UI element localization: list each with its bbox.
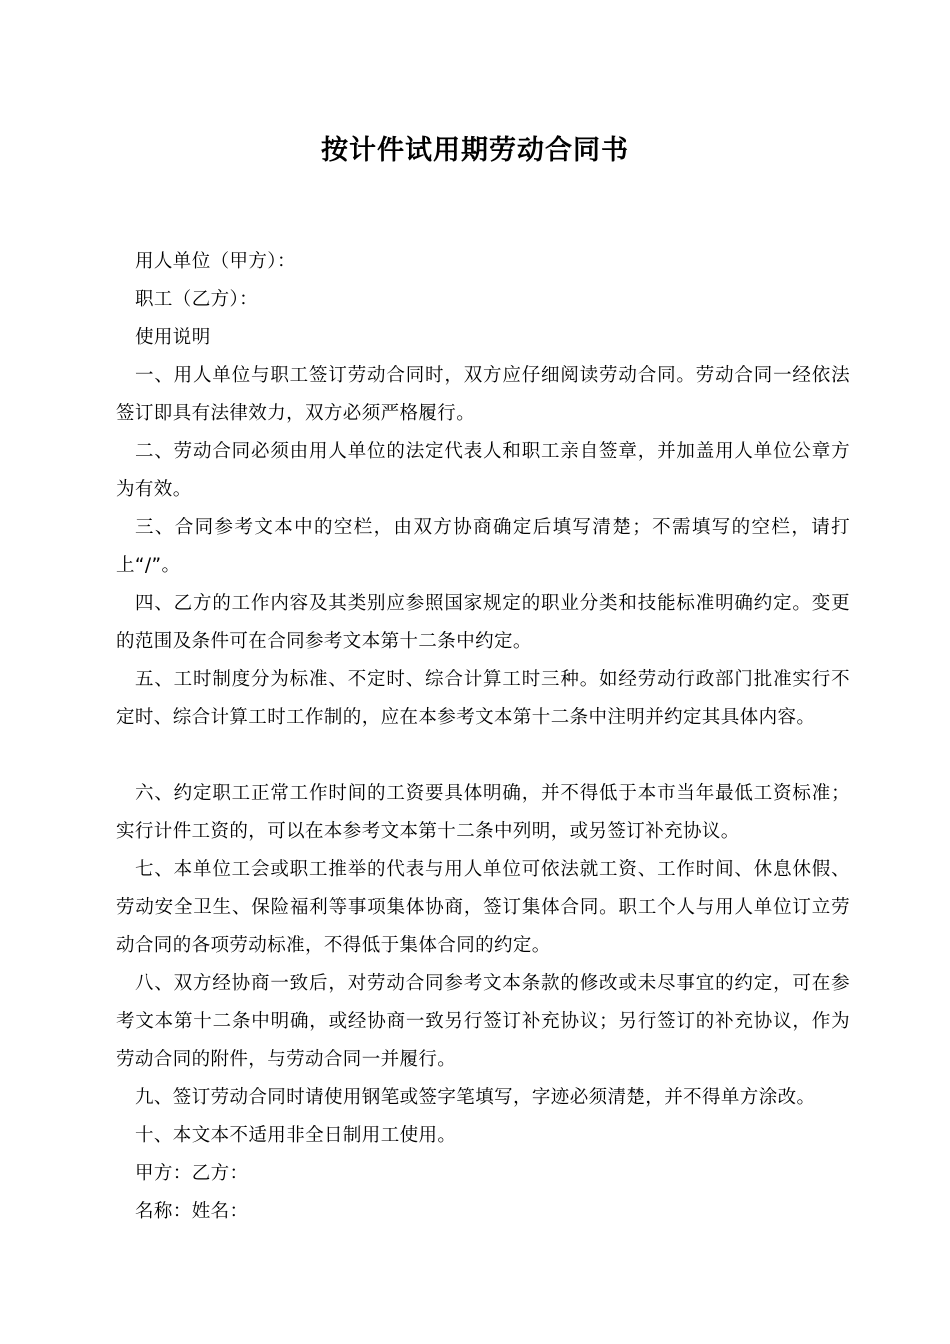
instruction-item-1: 一、用人单位与职工签订劳动合同时，双方应仔细阅读劳动合同。劳动合同一经依法签订即具有法律效力，双方必须严格履行。	[116, 365, 850, 424]
employee-line: 职工（乙方）：	[135, 289, 259, 310]
instruction-item-8: 八、双方经协商一致后，对劳动合同参考文本条款的修改或未尽事宜的约定，可在参考文本第十二条中明确，或经协商一致另行签订补充协议；另行签订的补充协议，作为劳动合同的附件，与劳动合同一并履行。	[116, 973, 850, 1070]
instruction-item-9: 九、签订劳动合同时请使用钢笔或签字笔填写，字迹必须清楚，并不得单方涂改。	[135, 1087, 816, 1108]
instruction-item-2: 二、劳动合同必须由用人单位的法定代表人和职工亲自签章，并加盖用人单位公章方为有效。	[116, 441, 850, 500]
instruction-item-5: 五、工时制度分为标准、不定时、综合计算工时三种。如经劳动行政部门批准实行不定时、综合计算工时工作制的，应在本参考文本第十二条中注明并约定其具体内容。	[116, 669, 850, 728]
instructions-heading: 使用说明	[135, 327, 211, 348]
instruction-item-10: 十、本文本不适用非全日制用工使用。	[135, 1125, 457, 1146]
instruction-item-3: 三、合同参考文本中的空栏，由双方协商确定后填写清楚；不需填写的空栏，请打上“/”。	[116, 517, 850, 576]
signature-party-line: 甲方：乙方：	[135, 1163, 249, 1184]
instruction-item-6: 六、约定职工正常工作时间的工资要具体明确，并不得低于本市当年最低工资标准；实行计件工资的，可以在本参考文本第十二条中列明，或另签订补充协议。	[116, 783, 850, 842]
signature-name-line: 名称：姓名：	[135, 1201, 249, 1222]
document-body	[116, 243, 850, 1231]
paragraph-spacer	[116, 737, 850, 775]
instruction-item-7: 七、本单位工会或职工推举的代表与用人单位可依法就工资、工作时间、休息休假、劳动安全卫生、保险福利等事项集体协商，签订集体合同。职工个人与用人单位订立劳动合同的各项劳动标准，不得低于集体合同的约定。	[116, 859, 850, 956]
document-title: 按计件试用期劳动合同书	[321, 135, 629, 166]
employer-line: 用人单位（甲方）：	[135, 251, 296, 272]
instruction-item-4: 四、乙方的工作内容及其类别应参照国家规定的职业分类和技能标准明确约定。变更的范围及条件可在合同参考文本第十二条中约定。	[116, 593, 850, 652]
